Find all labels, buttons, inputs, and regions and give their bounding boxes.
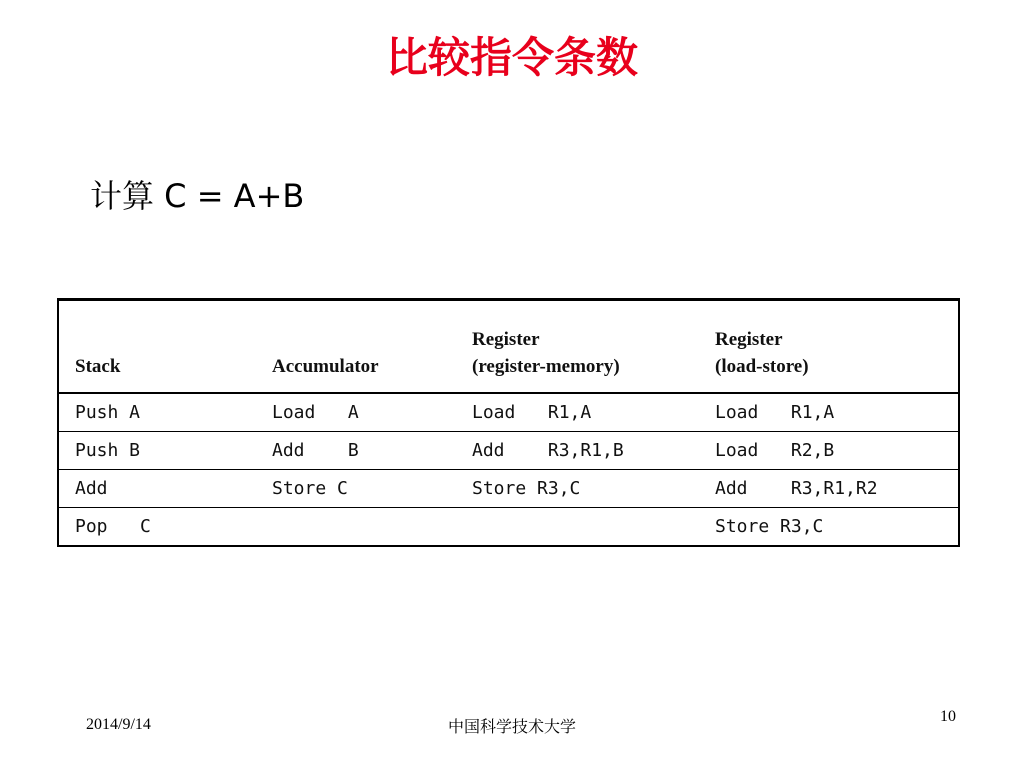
table-cell: Load R1,A (699, 393, 958, 432)
page-number: 10 (940, 708, 956, 725)
table-cell: Load R2,B (699, 432, 958, 470)
header-line2: (register-memory) (472, 356, 620, 377)
table-row (59, 508, 958, 546)
table-cell: Push B (59, 432, 256, 470)
table-cell: Load A (256, 393, 456, 432)
header-line1: Accumulator (272, 356, 379, 377)
table-cell (256, 508, 456, 546)
table-row (59, 470, 958, 508)
instruction-table (57, 298, 960, 547)
table-cell: Store R3,C (715, 516, 824, 537)
bullet-text: 计算 C = A+B (90, 177, 305, 215)
table-header-row (59, 301, 958, 393)
header-register-memory (456, 301, 699, 393)
header-line1: Register (472, 329, 540, 350)
table-cell: Load R1,A (456, 393, 699, 432)
header-accumulator (256, 301, 456, 393)
table-cell: Store C (256, 470, 456, 508)
header-line2: (load-store) (715, 356, 809, 377)
slide-title: 比较指令条数 (385, 33, 638, 82)
table-cell: Add R3,R1,B (456, 432, 699, 470)
header-load-store (699, 301, 958, 393)
header-line1: Stack (75, 356, 121, 377)
table-row (59, 393, 958, 432)
table-cell: Add (59, 470, 256, 508)
table-cell: Add R3,R1,R2 (699, 470, 958, 508)
table-cell (456, 508, 699, 546)
table-cell: Pop C (75, 516, 151, 537)
footer-date: 2014/9/14 (86, 716, 151, 733)
table-row (59, 432, 958, 470)
table-cell: Store R3,C (456, 470, 699, 508)
table-cell: Push A (59, 393, 256, 432)
footer-organization: 中国科学技术大学 (447, 719, 576, 736)
table-cell: Add B (256, 432, 456, 470)
header-stack (59, 301, 256, 393)
header-line1: Register (715, 329, 783, 350)
